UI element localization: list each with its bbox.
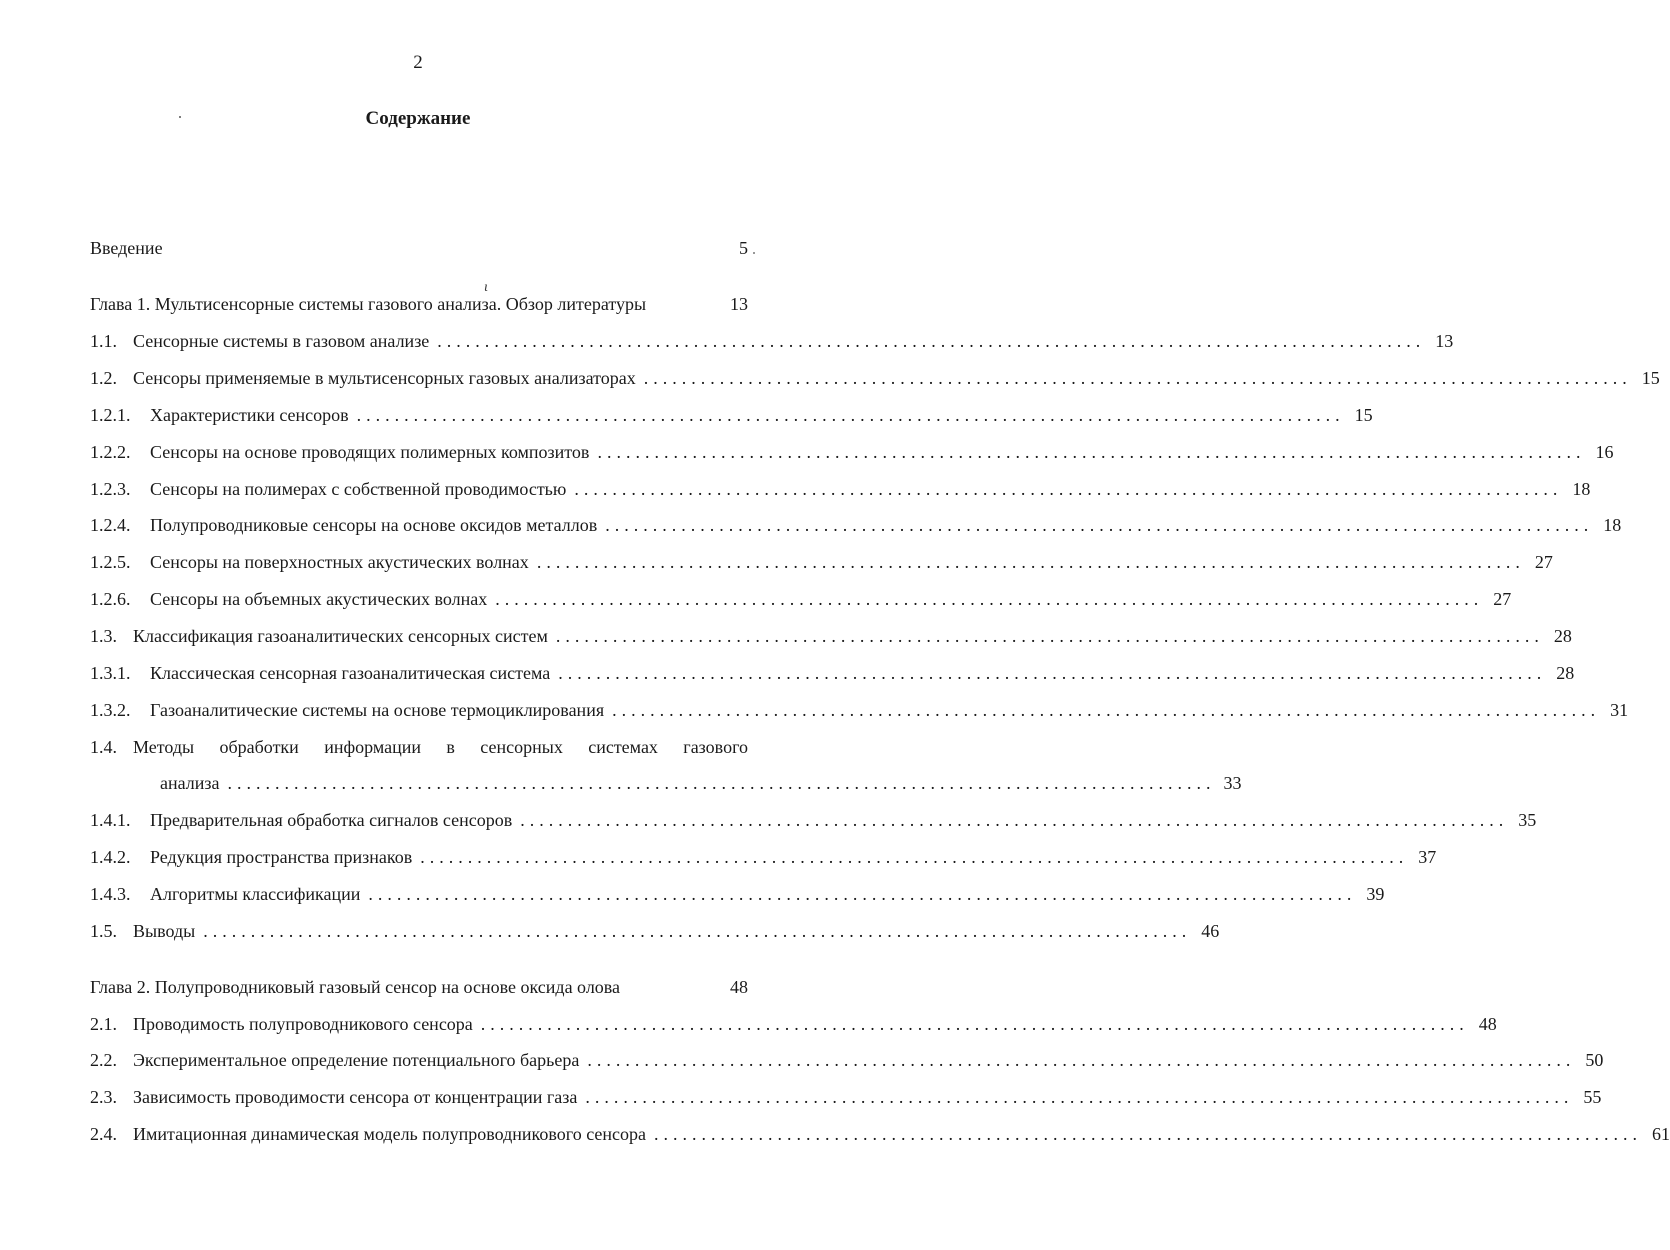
scan-speck [179, 116, 181, 118]
toc-entry-page: 28 [1556, 663, 1575, 683]
toc-entry-page: 27 [1534, 552, 1553, 572]
toc-entry-title: Сенсоры на объемных акустических волнах [150, 589, 488, 609]
toc-entry-title: Алгоритмы классификации [150, 884, 361, 904]
toc-entry-1-2-2[interactable] [90, 441, 1614, 463]
toc-entry-title: Сенсоры на основе проводящих полимерных композитов [150, 442, 590, 462]
toc-entry-1-1[interactable] [90, 330, 1454, 352]
toc-entry-1-2-5[interactable] [90, 551, 1553, 573]
toc-entry-introduction[interactable] [90, 237, 748, 259]
toc-entry-title: Сенсоры применяемые в мультисенсорных газовых анализаторах [133, 368, 636, 388]
toc-leader: ........................................................................................................ [480, 1014, 1469, 1034]
toc-leader: ........................................................................................................ [495, 589, 1484, 609]
toc-entry-number: 1.2.6. [90, 589, 131, 609]
toc-entry-number: 1.4.1. [90, 810, 131, 830]
toc-entry-title: Зависимость проводимости сенсора от концентрации газа [133, 1087, 578, 1107]
toc-entry-1-3[interactable] [90, 625, 1572, 647]
toc-entry-1-4-1[interactable] [90, 809, 1537, 831]
toc-entry-title: Глава 2. Полупроводниковый газовый сенсор на основе оксида олова [90, 977, 621, 997]
toc-entry-page: 37 [1418, 847, 1437, 867]
toc-entry-page: 46 [1201, 921, 1220, 941]
toc-entry-number: 1.2.5. [90, 552, 131, 572]
toc-entry-title: Проводимость полупроводникового сенсора [133, 1014, 473, 1034]
toc-entry-number: 1.2.4. [90, 515, 131, 535]
toc-leader: ........................................................................................................ [574, 479, 1563, 499]
toc-leader: ........................................................................................................ [585, 1087, 1574, 1107]
toc-entry-1-4[interactable] [90, 736, 748, 758]
toc-entry-title: Глава 1. Мультисенсорные системы газового анализа. Обзор литературы [90, 294, 647, 314]
toc-entry-page: 18 [1572, 479, 1591, 499]
toc-entry-page: 15 [1354, 405, 1373, 425]
scan-speck [753, 252, 755, 254]
toc-entry-page: 35 [1518, 810, 1537, 830]
toc-entry-page: 48 [1478, 1014, 1497, 1034]
toc-entry-page: 27 [1493, 589, 1512, 609]
scan-mark: ι [484, 280, 488, 295]
toc-leader: ........................................................................................................ [368, 884, 1357, 904]
toc-entry-page: 16 [1595, 442, 1614, 462]
toc-entry-2-4[interactable] [90, 1123, 1670, 1145]
toc-entry-number: 1.3.1. [90, 663, 131, 683]
toc-entry-title: Сенсорные системы в газовом анализе [133, 331, 430, 351]
toc-entry-1-2-1[interactable] [90, 404, 1373, 426]
toc-leader: ........................................................................................................ [227, 773, 1216, 793]
toc-entry-page: 48 [730, 977, 748, 997]
toc-entry-page: 13 [1435, 331, 1454, 351]
toc-leader: ........................................................................................................ [597, 442, 1586, 462]
toc-entry-1-3-2[interactable] [90, 699, 1629, 721]
toc-leader: ........................................................................................................ [520, 810, 1509, 830]
toc-leader: ........................................................................................................ [356, 405, 1345, 425]
toc-leader: ........................................................................................................ [612, 700, 1601, 720]
toc-entry-title: Характеристики сенсоров [150, 405, 349, 425]
toc-entry-title: анализа [160, 773, 220, 793]
toc-entry-chapter-1[interactable] [90, 293, 748, 315]
toc-entry-page: 18 [1603, 515, 1622, 535]
toc-entry-number: 2.3. [90, 1087, 117, 1107]
toc-leader: ........................................................................................................ [587, 1050, 1576, 1070]
toc-entry-title: Сенсоры на полимерах с собственной проводимостью [150, 479, 567, 499]
toc-leader: ........................................................................................................ [654, 1124, 1643, 1144]
toc-entry-number: 1.3. [90, 626, 117, 646]
toc-entry-title: Предварительная обработка сигналов сенсоров [150, 810, 513, 830]
toc-entry-2-1[interactable] [90, 1013, 1497, 1035]
toc-entry-number: 1.2.3. [90, 479, 131, 499]
toc-entry-page: 5 [739, 238, 748, 258]
toc-entry-2-2[interactable] [90, 1049, 1604, 1071]
toc-entry-page: 13 [730, 294, 748, 314]
toc-entry-1-2-3[interactable] [90, 478, 1591, 500]
toc-entry-number: 1.2.1. [90, 405, 131, 425]
toc-entry-title: Газоаналитические системы на основе термоциклирования [150, 700, 605, 720]
toc-entry-title: Классическая сенсорная газоаналитическая система [150, 663, 551, 683]
toc-entry-page: 61 [1652, 1124, 1670, 1144]
toc-entry-page: 55 [1583, 1087, 1602, 1107]
toc-entry-number: 1.4.3. [90, 884, 131, 904]
toc-entry-1-2[interactable] [90, 367, 1660, 389]
toc-entry-1-2-4[interactable] [90, 514, 1622, 536]
toc-leader: ........................................................................................................ [420, 847, 1409, 867]
toc-entry-number: 1.5. [90, 921, 117, 941]
toc-entry-number: 1.2.2. [90, 442, 131, 462]
toc-entry-title: Редукция пространства признаков [150, 847, 413, 867]
toc-entry-title: Имитационная динамическая модель полупроводникового сенсора [133, 1124, 647, 1144]
toc-entry-number: 1.4. [90, 737, 117, 757]
toc-entry-1-4-3[interactable] [90, 883, 1385, 905]
toc-entry-number: 2.1. [90, 1014, 117, 1034]
toc-entry-page: 31 [1610, 700, 1629, 720]
toc-leader: ........................................................................................................ [643, 368, 1632, 388]
toc-entry-number: 1.2. [90, 368, 117, 388]
toc-entry-1-4-2[interactable] [90, 846, 1437, 868]
toc-entry-number: 2.4. [90, 1124, 117, 1144]
toc-entry-1-3-1[interactable] [90, 662, 1575, 684]
toc-entry-page: 39 [1366, 884, 1385, 904]
toc-entry-title: Введение [90, 238, 163, 258]
toc-entry-chapter-2[interactable] [90, 976, 748, 998]
page-number: 2 [413, 52, 423, 73]
toc-entry-title: Полупроводниковые сенсоры на основе оксидов металлов [150, 515, 598, 535]
toc-entry-page: 28 [1553, 626, 1572, 646]
toc-entry-title: Выводы [133, 921, 196, 941]
toc-entry-number: 1.1. [90, 331, 117, 351]
toc-leader: ........................................................................................................ [203, 921, 1192, 941]
toc-entry-1-5[interactable] [90, 920, 1220, 942]
toc-leader: ........................................................................................................ [558, 663, 1547, 683]
page-title: Содержание [365, 108, 471, 129]
toc-entry-number: 1.3.2. [90, 700, 131, 720]
toc-leader: ........................................................................................................ [437, 331, 1426, 351]
toc-entry-title: Методы обработки информации в сенсорных системах газового [133, 737, 748, 757]
toc-entry-1-4-continuation[interactable] [160, 772, 1242, 794]
toc-leader: ........................................................................................................ [555, 626, 1544, 646]
toc-entry-page: 15 [1641, 368, 1660, 388]
toc-entry-1-2-6[interactable] [90, 588, 1512, 610]
toc-entry-number: 1.4.2. [90, 847, 131, 867]
toc-entry-title: Сенсоры на поверхностных акустических волнах [150, 552, 529, 572]
toc-leader: ........................................................................................................ [605, 515, 1594, 535]
toc-entry-title: Экспериментальное определение потенциального барьера [133, 1050, 580, 1070]
toc-leader: ........................................................................................................ [536, 552, 1525, 572]
toc-entry-2-3[interactable] [90, 1086, 1602, 1108]
toc-entry-number: 2.2. [90, 1050, 117, 1070]
toc-entry-page: 50 [1585, 1050, 1604, 1070]
toc-entry-title: Классификация газоаналитических сенсорных систем [133, 626, 548, 646]
toc-entry-page: 33 [1223, 773, 1242, 793]
